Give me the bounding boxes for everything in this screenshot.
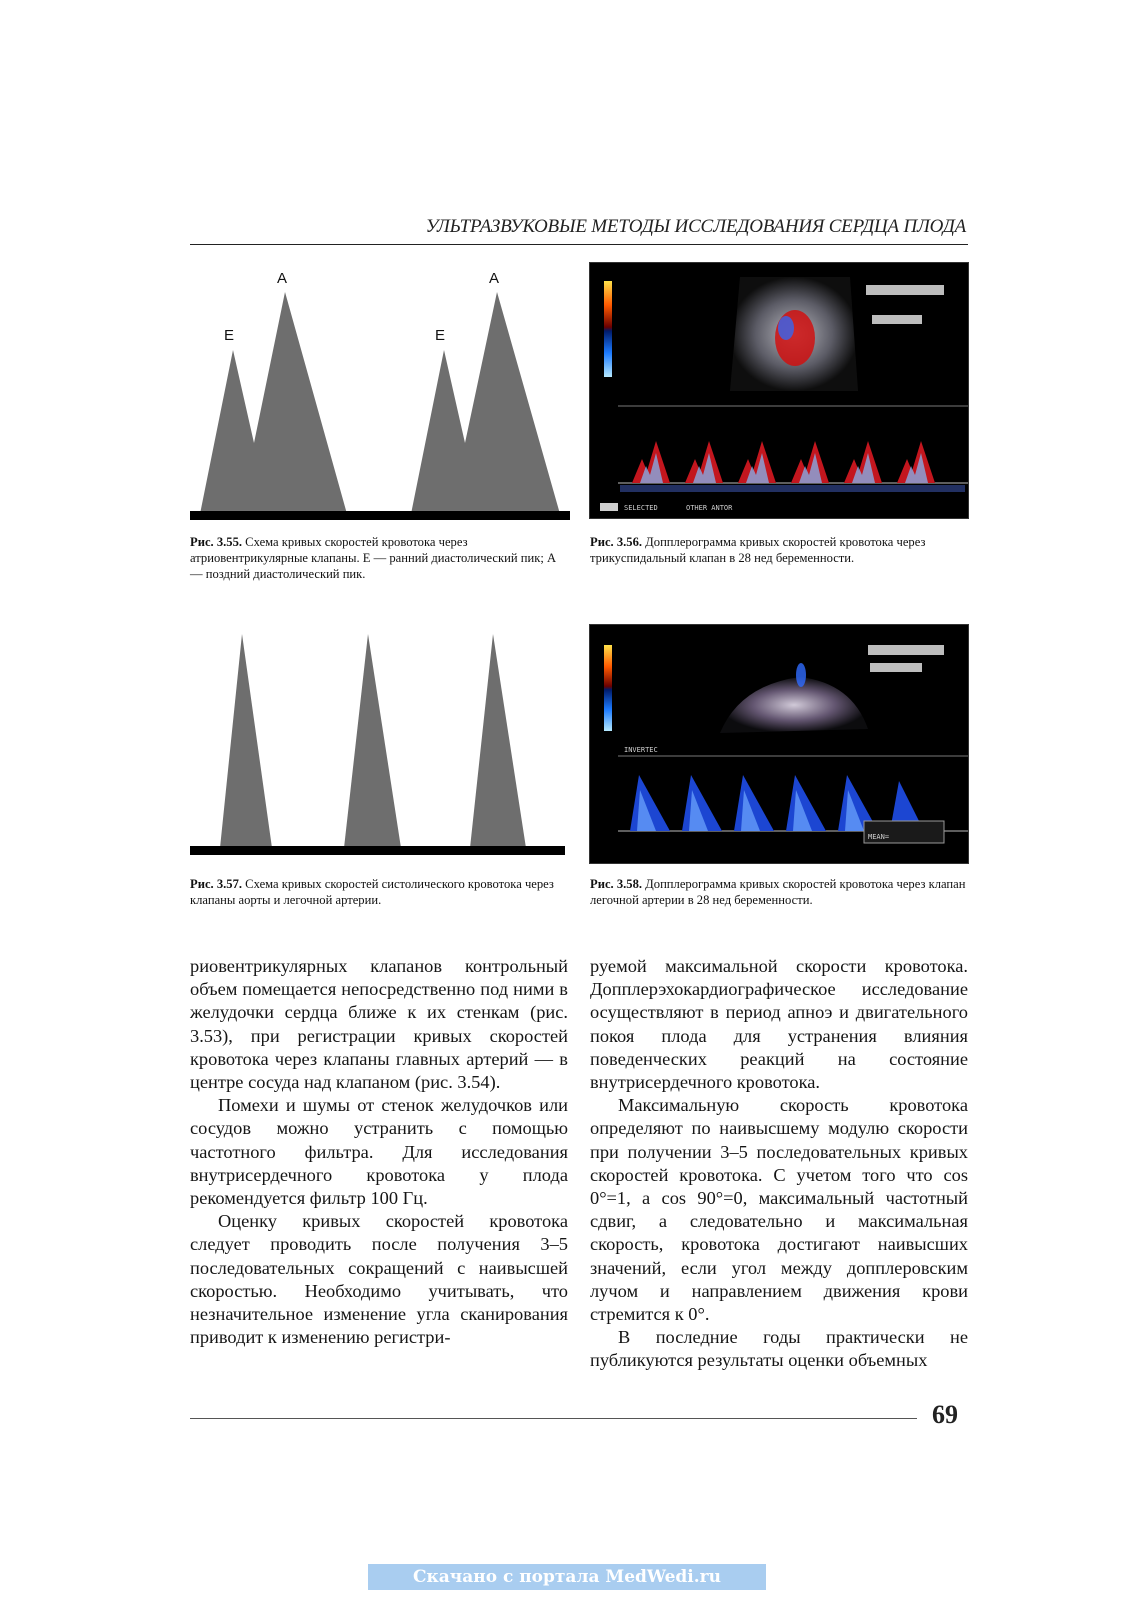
semilunar-valve-flow-schema — [190, 624, 570, 860]
status-other-label: OTHER ANTOR — [686, 504, 733, 512]
caption-number: Рис. 3.58. — [590, 877, 643, 891]
caption-3-56 — [590, 534, 968, 566]
mean-label: MEAN= — [868, 833, 890, 841]
baseline — [190, 511, 570, 520]
caption-text: Допплерограмма кривых скоростей кровотока через клапан легочной артерии в 28 нед беременности. — [590, 877, 966, 907]
figure-3-58 — [589, 624, 969, 864]
settings-box — [866, 285, 944, 295]
figure-3-57 — [190, 624, 570, 860]
peak-shape — [411, 292, 560, 514]
pulmonary-doppler-image — [590, 625, 968, 863]
running-head — [190, 214, 968, 245]
figure-3-56 — [589, 262, 969, 519]
caption-3-58 — [590, 876, 968, 908]
peak-label-e: E — [435, 327, 446, 344]
peak-shape — [200, 292, 347, 514]
figure-3-55 — [190, 262, 570, 524]
color-scale-bar — [604, 645, 612, 731]
caption-text: Схема кривых скоростей кровотока через атриовентрикулярные клапаны. Е — ранний диастолический пик; А — поздний диастолический пик. — [190, 535, 557, 581]
color-flow-jet — [796, 663, 806, 687]
baseline — [190, 846, 565, 855]
settings-box — [868, 645, 944, 655]
peak-label-a: A — [489, 270, 500, 287]
right-text-column — [590, 955, 968, 1373]
footer-rule — [190, 1418, 917, 1419]
caption-3-55 — [190, 534, 568, 582]
peak-label-a: A — [277, 270, 288, 287]
caption-number: Рис. 3.57. — [190, 877, 243, 891]
paragraph: Оценку кривых скоростей кровотока следует проводить после получения 3–5 последовательных сокращений с наивысшей скоростью. Необходимо учитывать, что незначительное изменение угла сканирования приводит к изменению регистри- — [190, 1211, 568, 1348]
color-flow-jet — [775, 310, 815, 366]
caption-text: Схема кривых скоростей систолического кровотока через клапаны аорты и легочной артерии. — [190, 877, 554, 907]
color-scale-bar — [604, 281, 612, 377]
noise-band — [620, 485, 965, 492]
peak-shape — [220, 634, 272, 848]
status-selected-label: SELECTED — [624, 504, 658, 512]
av-valve-flow-schema — [190, 262, 570, 524]
watermark-banner: Скачано с портала MedWedi.ru — [368, 1564, 766, 1590]
caption-number: Рис. 3.55. — [190, 535, 243, 549]
paragraph: Максимальную скорость кровотока определяют по наивысшему модулю скорости при получении 3–5 последовательных кривых скоростей кровотока. С учетом того что cos 0°=1, а cos 90°=0, максимальный частотный сдвиг, а следовательно и максимальная скорость, кровотока достигают наивысших значений, если угол между допплеровским лучом и направлением движения крови стремится к 0°. — [590, 1095, 968, 1325]
page-number: 69 — [932, 1400, 958, 1429]
paragraph: руемой максимальной скорости кровотока. Допплерэхокардиографическое исследование осуществляют в период апноэ и двигательного покоя плода для устранения влияния поведенческих реакций на состояние внутрисердечного кровотока. — [590, 956, 968, 1093]
peak-shape — [344, 634, 401, 848]
caption-number: Рис. 3.56. — [590, 535, 643, 549]
settings-box — [870, 663, 922, 672]
running-head-text: УЛЬТРАЗВУКОВЫЕ МЕТОДЫ ИССЛЕДОВАНИЯ СЕРДЦА ПЛОДА — [425, 216, 966, 237]
paragraph: В последние годы практически не публикуются результаты оценки объемных — [590, 1327, 968, 1371]
peak-shape — [470, 634, 526, 848]
paragraph: Помехи и шумы от стенок желудочков или сосудов можно устранить с помощью частотного фильтра. Для исследования внутрисердечного кровотока у плода рекомендуется фильтр 100 Гц. — [190, 1095, 568, 1209]
caption-text: Допплерограмма кривых скоростей кровотока через трикуспидальный клапан в 28 нед беременности. — [590, 535, 926, 565]
peak-label-e: E — [224, 327, 235, 344]
left-text-column — [190, 955, 568, 1349]
invert-label: INVERTEC — [624, 746, 658, 754]
paragraph: риовентрикулярных клапанов контрольный объем помещается непосредственно под ними в желудочки сердца ближе к их стенкам (рис. 3.53), при регистрации кривых скоростей кровотока через клапаны главных артерий — в центре сосуда над клапаном (рис. 3.54). — [190, 956, 568, 1093]
tricuspid-doppler-image — [590, 263, 968, 518]
settings-box — [872, 315, 922, 324]
caption-3-57 — [190, 876, 568, 908]
color-flow-jet — [778, 316, 794, 340]
echo-sector — [720, 677, 868, 733]
status-marker — [600, 503, 618, 511]
spectral-waveforms — [632, 441, 935, 483]
